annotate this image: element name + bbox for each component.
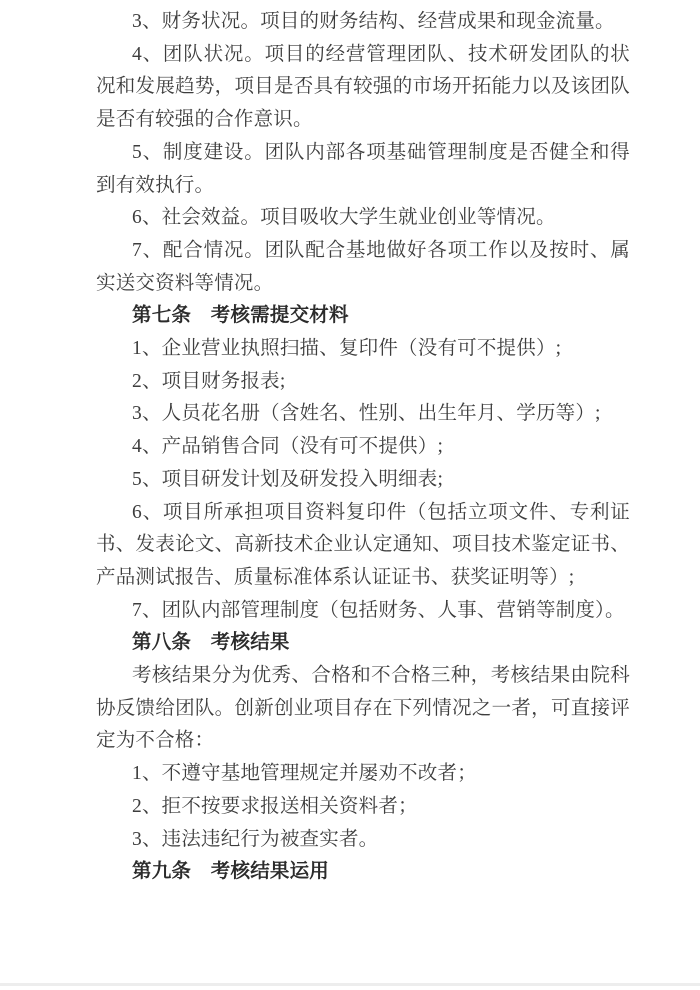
paragraph-item-6-social: 6、社会效益。项目吸收大学生就业创业等情况。 — [132, 207, 556, 229]
paragraph-fail-condition-1: 1、不遵守基地管理规定并屡劝不改者； — [132, 763, 477, 785]
page-bottom-edge — [0, 983, 700, 986]
section-heading-article-8: 第八条 考核结果 — [132, 632, 290, 654]
paragraph-material-4: 4、产品销售合同（没有可不提供）; — [132, 436, 444, 458]
section-heading-article-9: 第九条 考核结果运用 — [132, 861, 330, 883]
section-heading-article-7: 第七条 考核需提交材料 — [132, 305, 349, 327]
paragraph-material-5: 5、项目研发计划及研发投入明细表; — [132, 468, 444, 490]
paragraph-item-7-cooperation: 7、配合情况。团队配合基地做好各项工作以及按时、属实送交资料等情况。 — [96, 239, 630, 294]
paragraph-result-intro: 考核结果分为优秀、合格和不合格三种，考核结果由院科协反馈给团队。创新创业项目存在下列情况之一者，可直接评定为不合格： — [96, 665, 630, 752]
paragraph-fail-condition-2: 2、拒不按要求报送相关资料者； — [132, 795, 418, 817]
paragraph-fail-condition-3: 3、违法违纪行为被查实者。 — [132, 828, 379, 850]
paragraph-material-6: 6、项目所承担项目资料复印件（包括立项文件、专利证书、发表论文、高新技术企业认定通知、项目技术鉴定证书、产品测试报告、质量标准体系认证证书、获奖证明等）; — [96, 501, 630, 588]
paragraph-material-7: 7、团队内部管理制度（包括财务、人事、营销等制度）。 — [132, 599, 625, 621]
paragraph-item-5-institution: 5、制度建设。团队内部各项基础管理制度是否健全和得到有效执行。 — [96, 141, 630, 196]
paragraph-item-4-team: 4、团队状况。项目的经营管理团队、技术研发团队的状况和发展趋势，项目是否具有较强的市场开拓能力以及该团队是否有较强的合作意识。 — [96, 43, 630, 131]
paragraph-material-2: 2、项目财务报表; — [132, 370, 286, 392]
paragraph-item-3-finance: 3、财务状况。项目的财务结构、经营成果和现金流量。 — [132, 11, 615, 32]
paragraph-material-3: 3、人员花名册（含姓名、性别、出生年月、学历等）; — [132, 403, 601, 425]
paragraph-material-1: 1、企业营业执照扫描、复印件（没有可不提供）; — [132, 338, 562, 360]
